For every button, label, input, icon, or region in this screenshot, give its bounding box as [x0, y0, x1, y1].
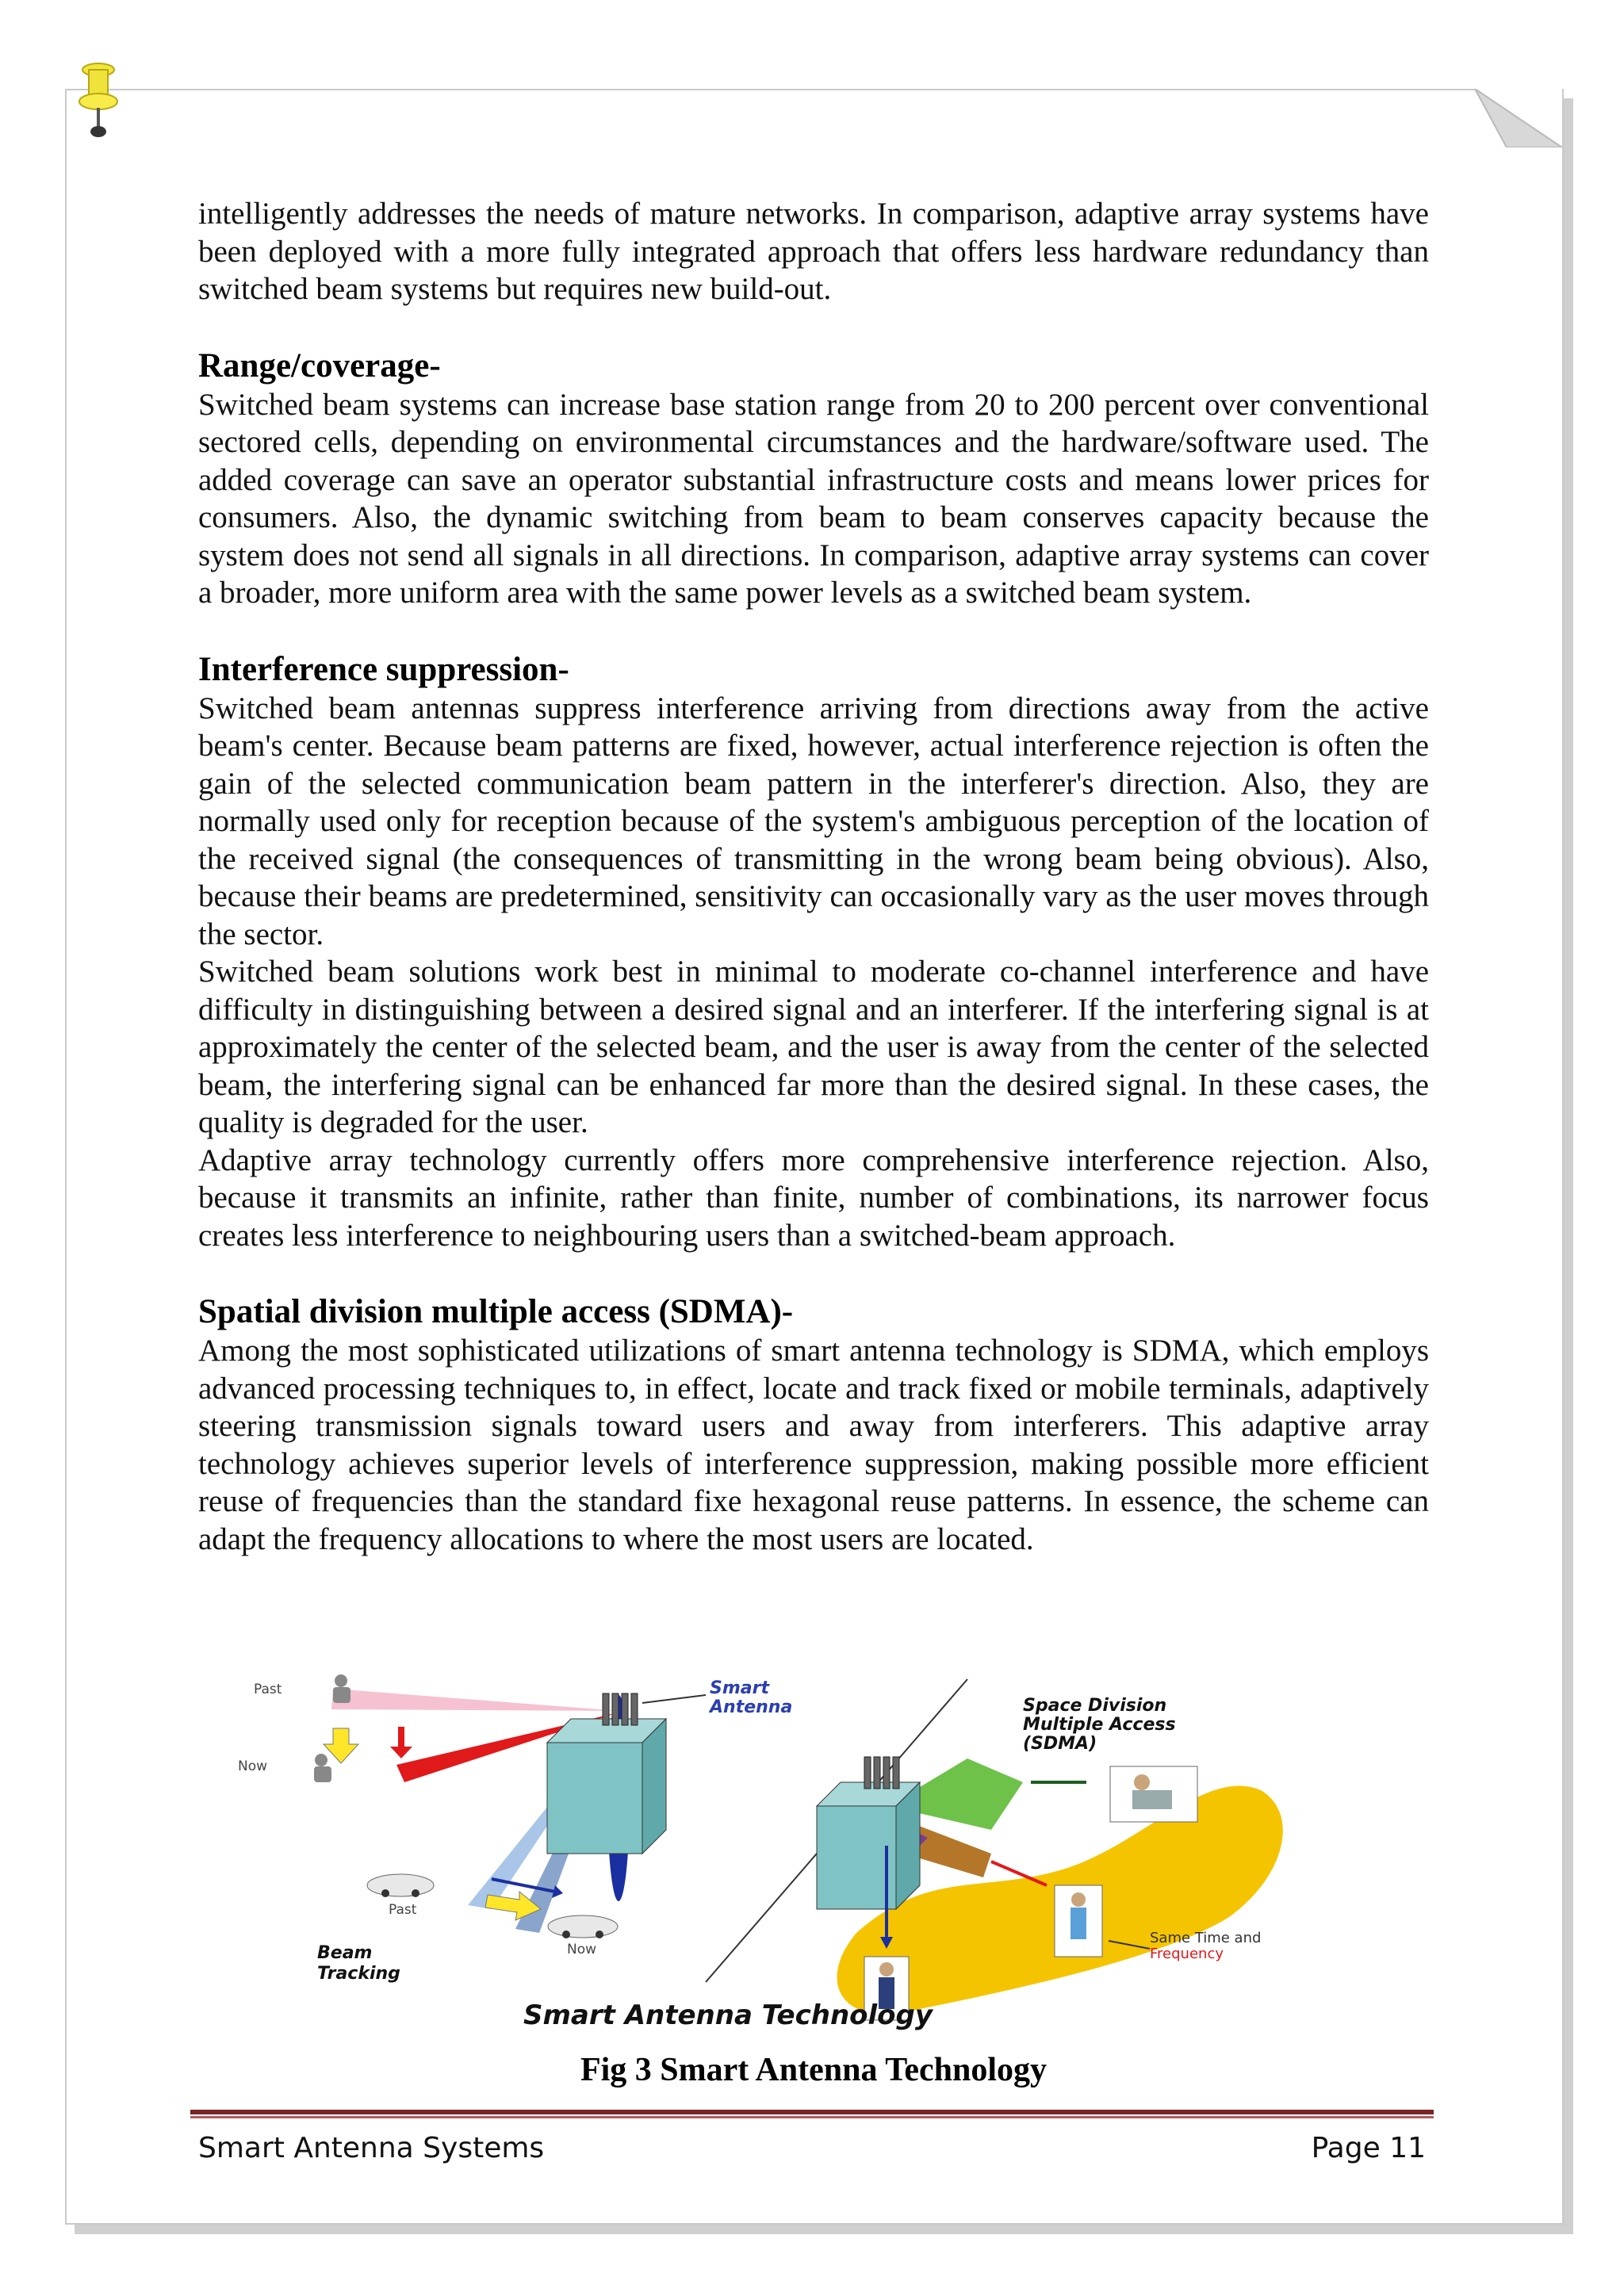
page-number: Page 11	[1311, 2132, 1426, 2164]
push-pin-icon	[78, 62, 119, 141]
footer-rule	[190, 2110, 1434, 2114]
footer-title: Smart Antenna Systems	[198, 2132, 545, 2164]
label-frequency: Frequency	[1150, 1946, 1224, 1962]
user-office-icon	[1110, 1766, 1197, 1822]
label-sdma-2: Multiple Access	[1023, 1715, 1176, 1735]
paragraph: Switched beam solutions work best in minimal to moderate co-channel interference and have difficulty in distinguishing between a desired signal and an interferer. If the interfering signal is at approximately the center of the selected beam, and the user is away from the center of the selected beam, the interfering signal can be enhanced far more than the desired signal. In these cases, the quality is degraded for the user.	[198, 955, 1429, 1139]
label-past-bottom: Past	[389, 1902, 417, 1918]
car-now-icon	[548, 1915, 618, 1938]
arrow-red-down	[390, 1727, 412, 1758]
paragraph: Switched beam antennas suppress interference arriving from directions away from the active beam's center. Because beam patterns are fixed, however, actual interference rejection is often the gain of the selected communication beam pattern in the interferer's direction. Also, they are normally used only for reception because of the system's ambiguous perception of the location of the received signal (the consequences of transmitting in the wrong beam being obvious). Also, because their beams are predetermined, sensitivity can occasionally vary as the user moves through the sector.	[198, 691, 1429, 951]
section-heading: Range/coverage-	[198, 346, 441, 385]
label-smart-antenna-1: Smart	[710, 1678, 769, 1698]
label-past-top: Past	[254, 1682, 282, 1697]
figure-banner: Smart Antenna Technology	[523, 1999, 933, 2031]
folded-corner-icon	[1475, 89, 1562, 147]
person-past-icon	[333, 1674, 350, 1703]
label-now-left: Now	[238, 1758, 268, 1774]
label-sdma-1: Space Division	[1023, 1696, 1167, 1716]
label-beam: Beam	[317, 1943, 373, 1963]
section-heading: Interference suppression-	[198, 650, 569, 688]
section-interference-suppression	[198, 650, 1429, 1255]
beam-pink	[331, 1689, 619, 1711]
smart-antenna-figure	[230, 1671, 1388, 2036]
user-standing-icon	[1055, 1885, 1102, 1957]
document-body	[198, 195, 1429, 1596]
label-tracking: Tracking	[317, 1964, 400, 1984]
label-sdma-3: (SDMA)	[1023, 1734, 1097, 1754]
paragraph: Switched beam systems can increase base station range from 20 to 200 percent over conventional sectored cells, depending on environmental circumstances and the hardware/software used. The added coverage can save an operator substantial infrastructure costs and means lower prices for consumers. Also, the dynamic switching from beam to beam conserves capacity because the system does not send all signals in all directions. In comparison, adaptive array systems can cover a broader, more uniform area with the same power levels as a switched beam system.	[198, 387, 1429, 610]
paragraph: Adaptive array technology currently offers more comprehensive interference rejection. Also, because it transmits an infinite, rather than finite, number of combinations, its narrower focus creates less interference to neighbouring users than a switched-beam approach.	[198, 1142, 1429, 1253]
arrow-yellow-down	[324, 1728, 358, 1763]
person-now-icon	[314, 1754, 331, 1782]
section-sdma	[198, 1292, 1429, 1558]
paragraph: Among the most sophisticated utilizations of smart antenna technology is SDMA, which employs advanced processing techniques to, in effect, locate and track fixed or mobile terminals, adaptively steering transmission signals toward users and away from interferers. This adaptive array technology achieves superior levels of interference suppression, making possible more efficient reuse of frequencies than the standard fixe hexagonal reuse patterns. In essence, the scheme can adapt the frequency allocations to where the most users are located.	[198, 1334, 1429, 1556]
label-now-bottom: Now	[567, 1942, 597, 1957]
label-smart-antenna-2: Antenna	[710, 1697, 793, 1717]
intro-paragraph: intelligently addresses the needs of mature networks. In comparison, adaptive array systems have been deployed with a more fully integrated approach that offers less hardware redundancy than switched beam systems but requires new build-out.	[198, 197, 1429, 306]
section-range-coverage	[198, 346, 1429, 612]
figure-caption: Fig 3 Smart Antenna Technology	[580, 2052, 1048, 2088]
label-same-time: Same Time and	[1150, 1930, 1262, 1946]
section-heading: Spatial division multiple access (SDMA)-	[198, 1293, 794, 1330]
car-past-icon	[367, 1874, 434, 1897]
footer-rule-thin	[190, 2116, 1434, 2118]
